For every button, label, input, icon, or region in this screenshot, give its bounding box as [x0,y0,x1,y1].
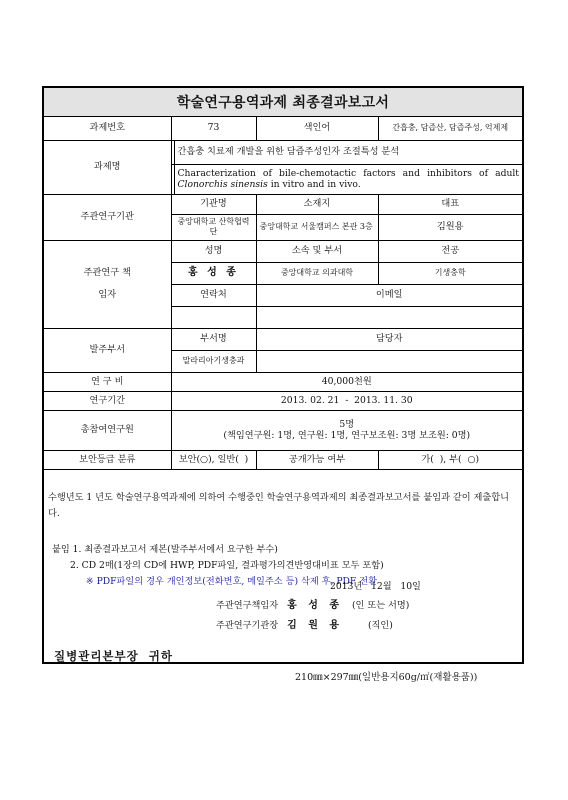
pi-name: 홍 성 종 [171,262,256,284]
institution-rep-header: 대표 [378,194,522,214]
ordering-dept-value: 말라리아기생충과 [171,350,256,372]
head-signature-label: 주관연구기관장 [216,620,279,631]
ordering-manager-header: 담당자 [256,328,522,350]
pi-contact-value [171,306,256,328]
pi-major-header: 전공 [378,240,522,262]
institution-name-header: 기관명 [171,194,256,214]
english-title: Characterization of bile-chemotactic factors and inhibitors of adult Clonorchis sinensis in vitro and in vivo. [174,164,522,194]
pi-name-header: 성명 [171,240,256,262]
submission-date: 2013년 12월 10일 [330,581,421,592]
form-title: 학술연구용역과제 최종결과보고서 [44,88,522,117]
pi-signature-line [216,596,409,611]
pi-affiliation: 중앙대학교 의과대학 [256,262,378,284]
security-label: 보안등급 분류 [44,450,171,469]
pi-email-label: 이메일 [256,284,522,306]
institution-label: 주관연구기관 [44,194,171,240]
pi-signature-suffix: (인 또는 서명) [351,600,410,611]
institution-rep: 김원용 [378,214,522,240]
project-number-value: 73 [171,116,256,140]
attachment-1: 붙임 1. 최종결과보고서 제본(발주부서에서 요구한 부수) [52,544,278,555]
ordering-manager-value [256,350,522,372]
species-name: Clonorchis sinensis [177,179,268,190]
recipient: 질병관리본부장 귀하 [54,649,173,663]
pi-label: 주관연구 책임자 [44,240,171,328]
project-number-label: 과제번호 [44,116,171,140]
period-value: 2013. 02. 21 - 2013. 11. 30 [171,391,522,410]
index-label: 색인어 [256,116,378,140]
report-table [44,116,522,470]
institution-address: 중앙대학교 서울캠퍼스 본관 3층 [256,214,378,240]
participants-value: 5명 (책임연구원: 1명, 연구원: 1명, 연구보조원: 3명 보조원: 0명) [171,410,522,450]
public-value: 가( ), 부( ○) [378,450,522,469]
security-value: 보안(○), 일반( ) [171,450,256,469]
institution-name: 중앙대학교 산학협력단 [171,214,256,240]
budget-value: 40,000천원 [171,372,522,391]
report-form [42,86,524,664]
head-signature-name: 김 원 용 [287,620,344,631]
budget-label: 연 구 비 [44,372,171,391]
pi-signature-name: 홍 성 종 [287,600,344,611]
institution-address-header: 소재지 [256,194,378,214]
pi-major: 기생충학 [378,262,522,284]
paper-spec-footer: 210㎜×297㎜(일반용지60g/㎡(재활용품)) [295,672,478,683]
attachment-2: 2. CD 2매(1장의 CD에 HWP, PDF파일, 결과평가의견반영대비표 모두 포함) [70,560,384,571]
ordering-dept-label: 발주부서 [44,328,171,372]
public-label: 공개가능 여부 [256,450,378,469]
attachment-note: ※ PDF파일의 경우 개인정보(전화번호, 메일주소 등) 삭제 후, PDF 전환 [86,576,377,587]
korean-title: 간흡충 치료제 개발을 위한 담즙주성인자 조절특성 분석 [174,140,522,164]
participants-label: 총참여연구원 [44,410,171,450]
pi-contact-label: 연락처 [171,284,256,306]
pi-affil-header: 소속 및 부서 [256,240,378,262]
ordering-dept-header: 부서명 [171,328,256,350]
pi-signature-label: 주관연구책임자 [216,600,279,611]
project-name-label: 과제명 [44,140,171,194]
head-signature-suffix: (직인) [367,620,393,631]
period-label: 연구기간 [44,391,171,410]
index-value: 간흡충, 담즙산, 담즙주성, 억제제 [378,116,522,140]
submission-statement: 수행년도 1 년도 학술연구용역과제에 의하여 수행중인 학술연구용역과제의 최종결과보고서를 붙임과 같이 제출합니다. [48,492,510,519]
pi-email-value [256,306,522,328]
head-signature-line [216,616,393,631]
